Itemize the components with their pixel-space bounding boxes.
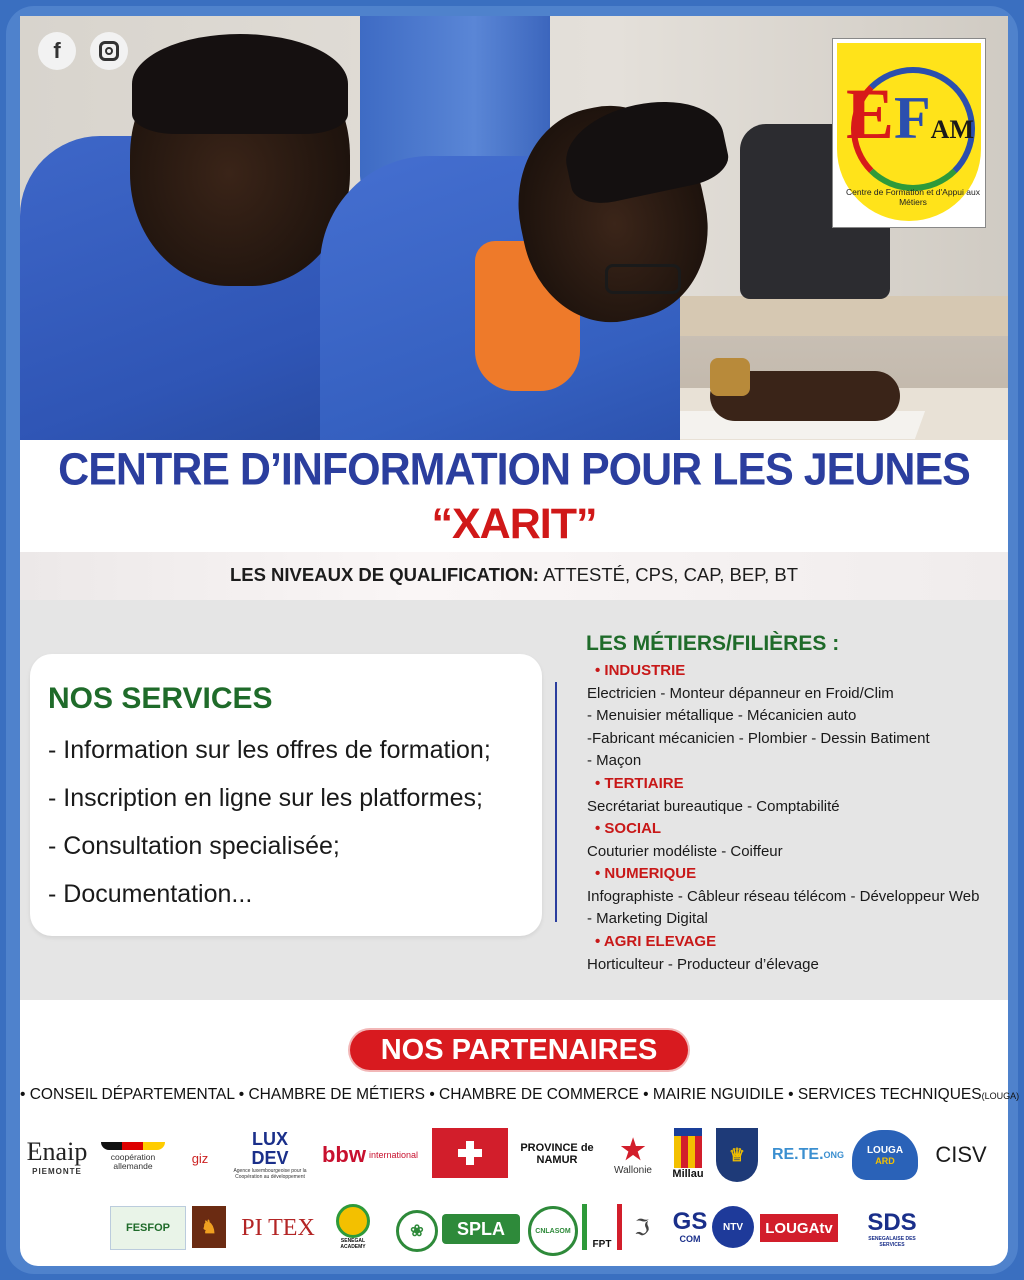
wallonie-logo	[610, 1126, 656, 1184]
fp-logo-icon: ℑ	[634, 1215, 650, 1240]
photo-student-left-hair	[132, 34, 348, 134]
qualification-value: ATTESTÉ, CPS, CAP, BEP, BT	[538, 564, 799, 585]
photo-back-desk	[660, 296, 1008, 336]
crest-logo	[716, 1128, 758, 1182]
cfam-logo	[832, 38, 986, 228]
service-item: - Information sur les offres de formation;	[48, 736, 491, 764]
divider-line	[555, 682, 557, 922]
service-item: - Documentation...	[48, 880, 253, 908]
bbw-logo-text: bbw	[321, 1142, 366, 1167]
cooperation-logo-text: coopération allemande	[110, 1151, 156, 1171]
horse-crest-logo	[192, 1206, 226, 1248]
metier-line: Secrétariat bureautique - Comptabilité	[587, 798, 840, 815]
metier-line: -Fabricant mécanicien - Plombier - Dessin Batiment	[587, 730, 930, 747]
services-card	[30, 654, 542, 936]
luxdev-logo	[232, 1128, 308, 1182]
photo-watch	[710, 358, 750, 396]
hero-photo	[20, 16, 1008, 440]
poster-card	[20, 16, 1020, 1266]
giz-logo: giz	[191, 1150, 209, 1166]
enaip-logo-text: Enaip	[26, 1136, 88, 1166]
lion-icon: ♕	[728, 1144, 746, 1165]
sds-logo	[856, 1206, 928, 1252]
enaip-logo-sub: PIEMONTE	[32, 1166, 82, 1176]
partners-button: NOS PARTENAIRES	[350, 1030, 688, 1070]
academy-logo-text: SENEGAL ACADEMY	[340, 1238, 366, 1250]
millau-crest-icon	[674, 1128, 702, 1168]
louga-tv-logo: LOUGAtv	[760, 1214, 838, 1242]
fesfop-logo: FESFOP	[110, 1206, 186, 1250]
german-flag-icon	[101, 1142, 165, 1150]
metier-line: Horticulteur - Producteur d’élevage	[587, 956, 819, 973]
metier-line: - Maçon	[587, 752, 642, 769]
facebook-icon[interactable]: f	[38, 32, 76, 70]
rete-logo-sub: ONG	[823, 1150, 845, 1160]
pitex-logo: PI TEX	[241, 1214, 315, 1241]
ntv-logo: NTV	[712, 1206, 754, 1248]
metier-line: Infographiste - Câbleur réseau télécom - Développeur Web	[587, 888, 980, 905]
cnlasom-logo: CNLASOM	[528, 1206, 578, 1256]
louga-ard-logo	[852, 1130, 918, 1180]
partners-list-text: • CONSEIL DÉPARTEMENTAL • CHAMBRE DE MÉTIERS • CHAMBRE DE COMMERCE • MAIRIE NGUIDILE • SERVICES TECHNIQUES	[20, 1086, 982, 1103]
services-title: NOS SERVICES	[48, 682, 273, 715]
horse-icon: ♞	[200, 1216, 218, 1237]
rete-logo-text: RE.TE.	[771, 1146, 824, 1163]
category-numerique: • NUMERIQUE	[595, 865, 697, 882]
gs-logo-sub: COM	[679, 1234, 701, 1244]
logo-letters-am: AM	[930, 115, 974, 144]
province-namur-logo: PROVINCE de NAMUR	[520, 1142, 594, 1166]
page-subtitle: “XARIT”	[431, 500, 597, 548]
luxdev-logo-text: LUX DEV	[251, 1129, 289, 1168]
savoie-flag-logo	[432, 1128, 508, 1178]
rooster-icon: ★	[620, 1133, 646, 1165]
sds-logo-sub: SENEGALAISE DES SERVICES	[868, 1236, 916, 1248]
senegal-academy-logo	[328, 1202, 378, 1252]
gs-com-logo	[672, 1204, 708, 1250]
green-emblem-logo	[396, 1210, 438, 1252]
louga-ard-logo-sub: ARD	[875, 1155, 895, 1166]
service-item: - Inscription en ligne sur les platformes;	[48, 784, 483, 812]
service-item: - Consultation specialisée;	[48, 832, 340, 860]
logo-letter-e: E	[845, 74, 895, 154]
cross-icon	[458, 1141, 482, 1165]
partners-list	[20, 1086, 1020, 1104]
qualification-line	[20, 564, 1008, 586]
logo-letters	[845, 73, 975, 156]
cisv-logo: CISV	[935, 1142, 987, 1167]
partners-list-suffix: (LOUGA)	[981, 1091, 1020, 1101]
sds-logo-text: SDS	[867, 1209, 917, 1236]
logo-letter-f: F	[894, 85, 931, 151]
rete-ong-logo	[768, 1132, 848, 1178]
metiers-title: LES MÉTIERS/FILIÈRES :	[586, 632, 840, 655]
enaip-logo	[26, 1128, 88, 1184]
bbw-logo-sub: international	[368, 1150, 419, 1160]
logo-subtitle: Centre de Formation et d'Appui aux Métiers	[846, 187, 980, 207]
metier-line: Couturier modéliste - Coiffeur	[587, 843, 783, 860]
fpt-logo: FPT	[582, 1204, 622, 1250]
metier-line: - Marketing Digital	[587, 910, 708, 927]
category-tertiaire: • TERTIAIRE	[595, 775, 684, 792]
gs-logo-text: GS	[672, 1208, 708, 1235]
category-social: • SOCIAL	[595, 820, 662, 837]
photo-glasses	[605, 264, 681, 294]
cooperation-allemande-logo	[98, 1134, 168, 1178]
instagram-icon[interactable]	[90, 32, 128, 70]
luxdev-logo-sub: Agence luxembourgeoise pour la Coopération au développement	[233, 1168, 307, 1180]
category-industrie: • INDUSTRIE	[595, 662, 686, 679]
page-title: CENTRE D’INFORMATION POUR LES JEUNES	[58, 444, 970, 496]
academy-emblem-icon	[336, 1204, 370, 1238]
metier-line: Electricien - Monteur dépanneur en Froid/Clim	[587, 685, 894, 702]
spla-logo: SPLA	[442, 1214, 520, 1244]
millau-logo	[668, 1126, 708, 1182]
leaf-icon: ❀	[410, 1223, 424, 1240]
metier-line: - Menuisier métallique - Mécanicien auto	[587, 707, 857, 724]
category-agri-elevage: • AGRI ELEVAGE	[595, 933, 717, 950]
louga-ard-logo-text: LOUGA	[866, 1144, 904, 1156]
millau-logo-text: Millau	[672, 1168, 704, 1180]
logo-shield	[837, 43, 981, 221]
bbw-logo	[318, 1136, 422, 1174]
qualification-label: LES NIVEAUX DE QUALIFICATION:	[229, 564, 539, 585]
wallonie-logo-text: Wallonie	[614, 1164, 652, 1176]
